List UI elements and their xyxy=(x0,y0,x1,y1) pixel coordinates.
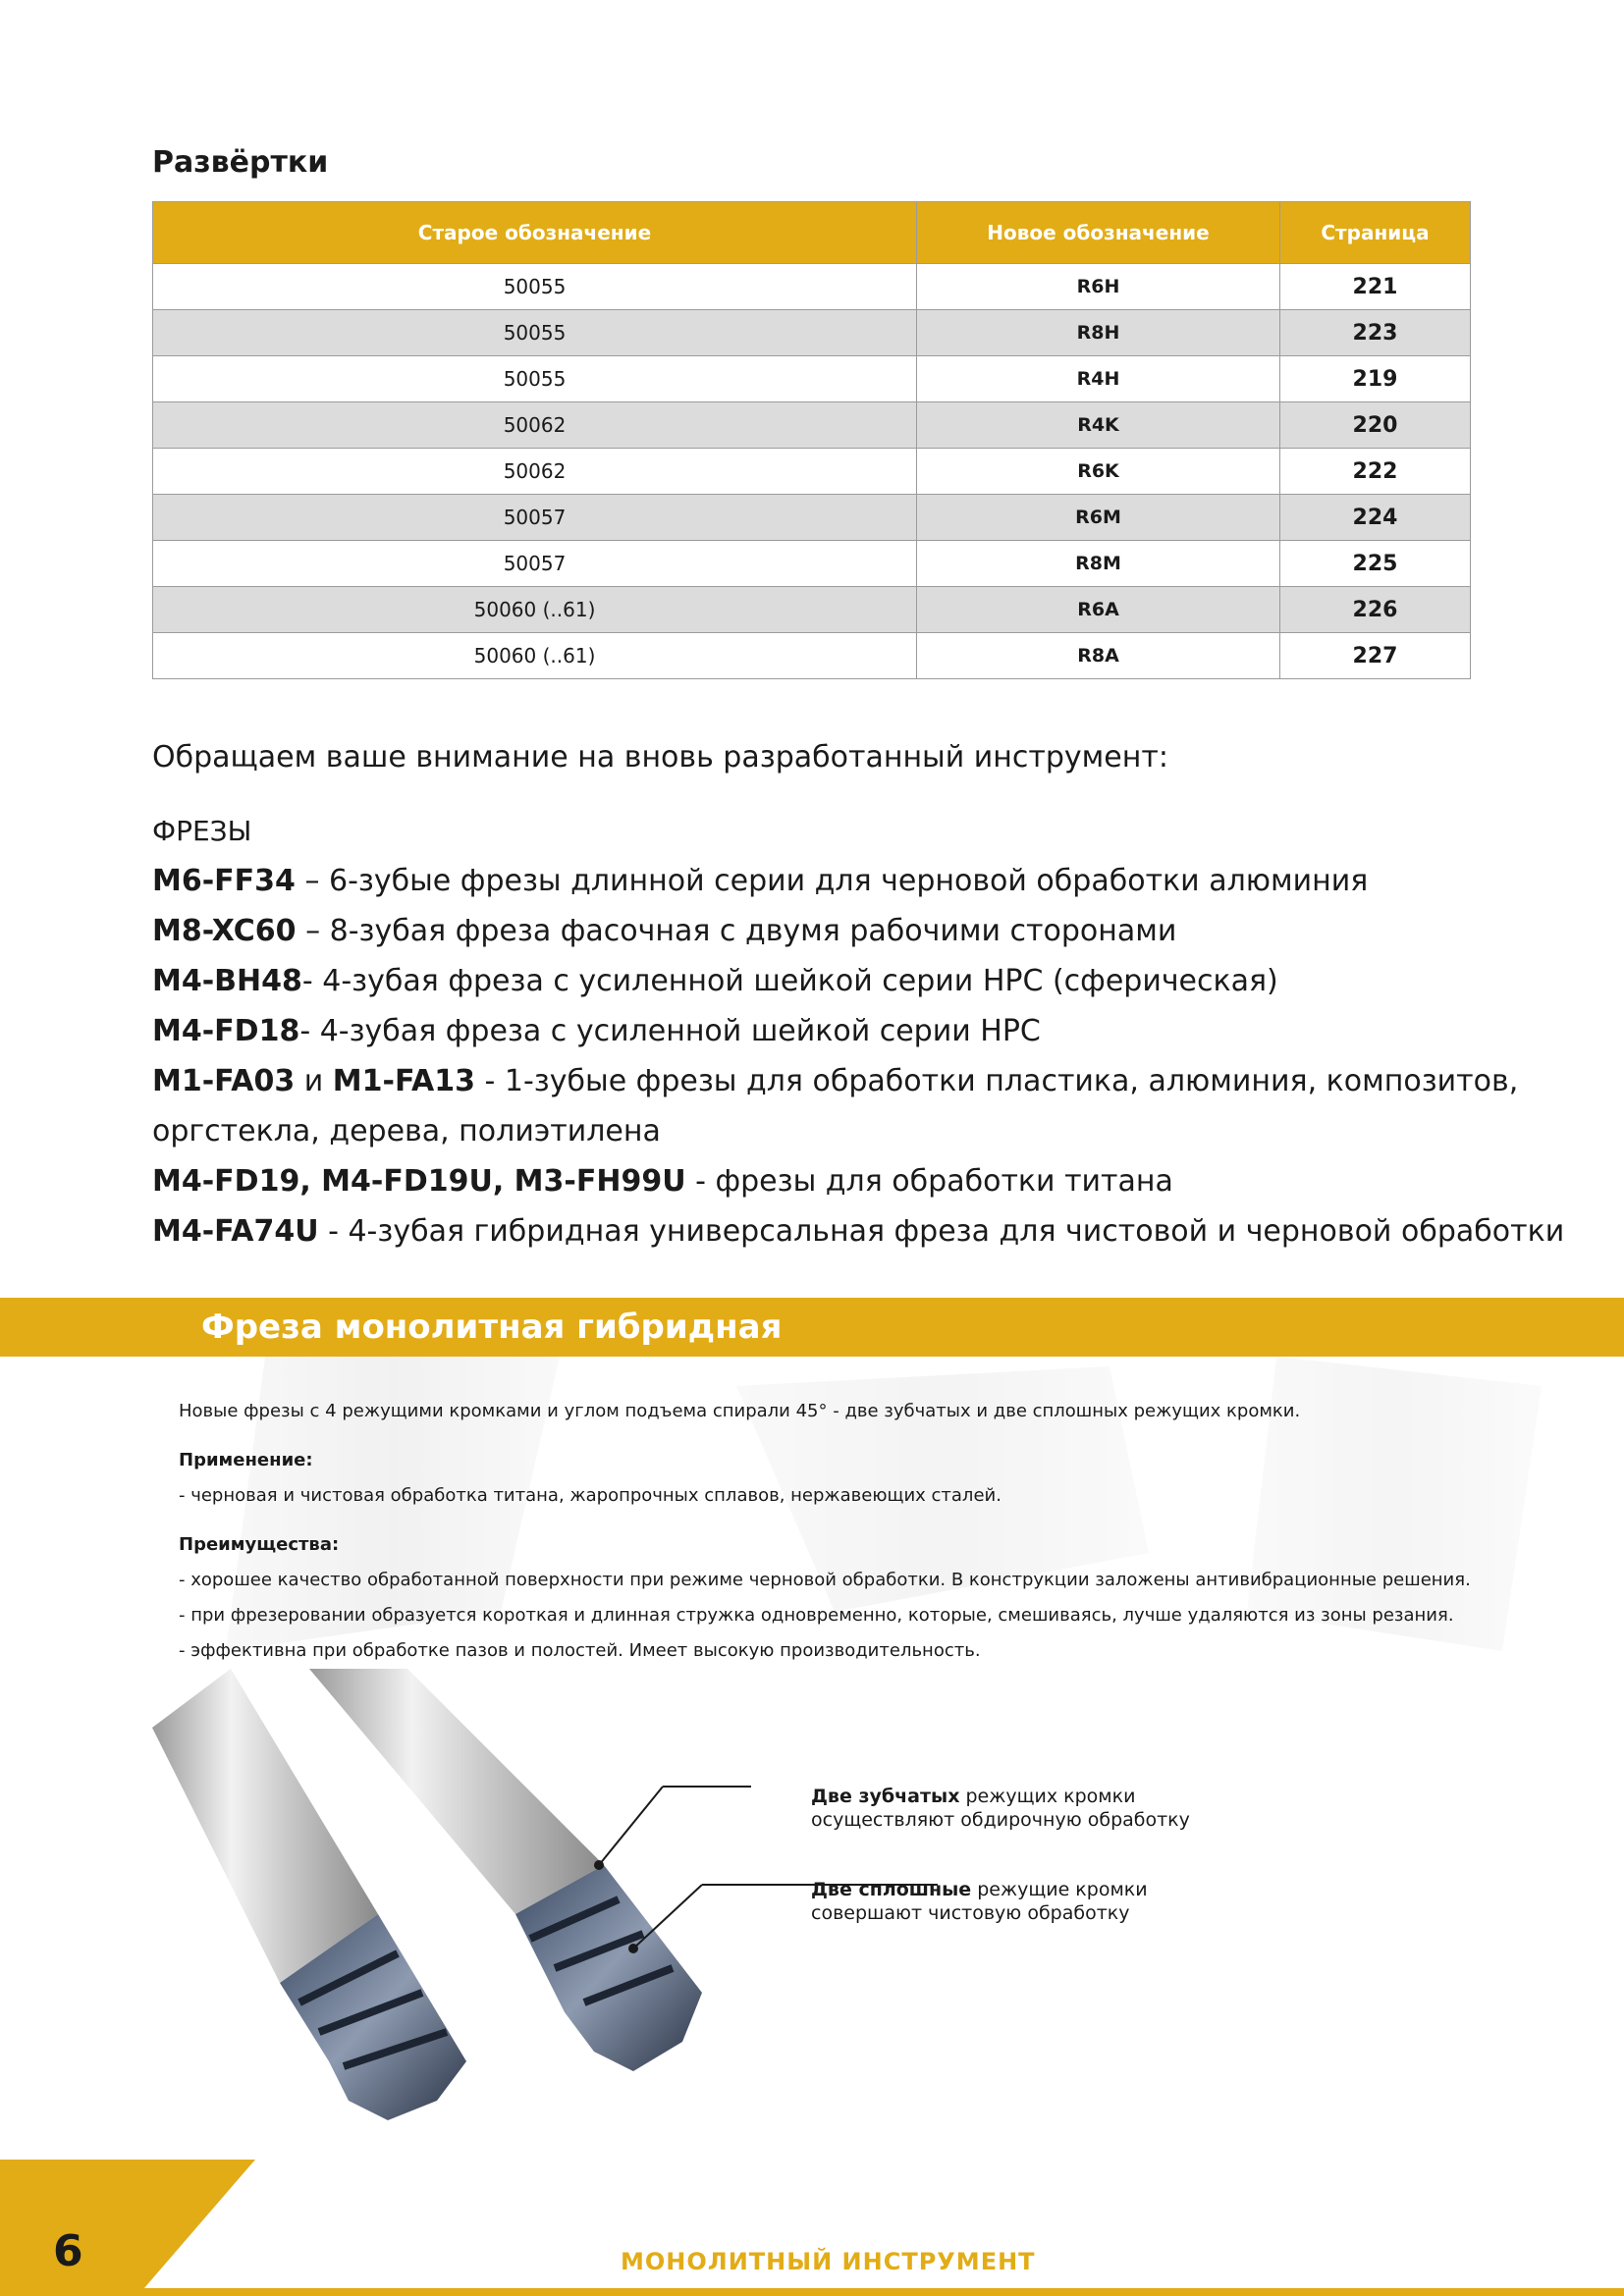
section-title: Развёртки xyxy=(152,145,329,180)
list-item xyxy=(152,856,1468,906)
list-item xyxy=(152,1206,1565,1256)
callout-text: режущих кромки xyxy=(959,1786,1136,1807)
cell-new: R4K xyxy=(917,402,1280,449)
cell-new: R6K xyxy=(917,449,1280,495)
application-heading: Применение: xyxy=(179,1450,313,1470)
product-code: M4-FD18 xyxy=(152,1014,300,1048)
callout-line2: совершают чистовую обработку xyxy=(811,1902,1130,1924)
cell-new: R8M xyxy=(917,541,1280,587)
table-row xyxy=(153,495,1471,541)
product-desc: - 4-зубая фреза с усиленной шейкой серии HPC xyxy=(299,1014,1041,1048)
product-list xyxy=(152,856,1565,1256)
reamer-table xyxy=(152,201,1471,679)
cell-old: 50057 xyxy=(153,541,917,587)
cell-page: 220 xyxy=(1280,402,1471,449)
product-desc: оргстекла, дерева, полиэтилена xyxy=(152,1114,661,1148)
list-item xyxy=(152,1006,1468,1056)
header-page: Страница xyxy=(1280,202,1471,264)
application-text: - черновая и чистовая обработка титана, жаропрочных сплавов, нержавеющих сталей. xyxy=(179,1485,1001,1506)
product-conj: и xyxy=(295,1064,333,1098)
list-item xyxy=(152,956,1468,1006)
banner-title: Фреза монолитная гибридная xyxy=(201,1308,783,1347)
table-row xyxy=(153,310,1471,356)
cell-new: R8H xyxy=(917,310,1280,356)
cell-old: 50055 xyxy=(153,356,917,402)
cell-page: 225 xyxy=(1280,541,1471,587)
cell-new: R6A xyxy=(917,587,1280,633)
table-row xyxy=(153,356,1471,402)
advantage-item: - при фрезеровании образуется короткая и длинная стружка одновременно, которые, смешиваясь, лучше удаляются из зоны резания. xyxy=(179,1605,1454,1626)
product-desc: - 1-зубые фрезы для обработки пластика, алюминия, композитов, xyxy=(474,1064,1519,1098)
table-row xyxy=(153,264,1471,310)
cell-old: 50055 xyxy=(153,264,917,310)
advantage-item: - эффективна при обработке пазов и полостей. Имеет высокую производительность. xyxy=(179,1640,981,1661)
cell-old: 50060 (..61) xyxy=(153,587,917,633)
notice-text: Обращаем ваше внимание на вновь разработанный инструмент: xyxy=(152,740,1168,774)
product-description xyxy=(179,1394,1504,1669)
table-row xyxy=(153,587,1471,633)
product-code: M4-BH48 xyxy=(152,964,302,998)
list-item xyxy=(152,906,1468,956)
product-code: M8-XC60 xyxy=(152,914,297,948)
product-code: M1-FA13 xyxy=(332,1064,475,1098)
callout-serrated-edges xyxy=(811,1785,1190,1832)
cell-page: 222 xyxy=(1280,449,1471,495)
header-new-designation: Новое обозначение xyxy=(917,202,1280,264)
table-row xyxy=(153,541,1471,587)
product-code: M4-FD19, M4-FD19U, M3-FH99U xyxy=(152,1164,686,1199)
cell-page: 227 xyxy=(1280,633,1471,679)
callout-solid-edges xyxy=(811,1878,1148,1925)
product-code: M4-FA74U xyxy=(152,1214,319,1249)
callout-text: режущие кромки xyxy=(971,1879,1148,1900)
product-desc: – 8-зубая фреза фасочная с двумя рабочими сторонами xyxy=(296,914,1177,948)
cell-new: R8A xyxy=(917,633,1280,679)
table-row xyxy=(153,633,1471,679)
product-desc: - фрезы для обработки титана xyxy=(685,1164,1173,1199)
footer-bar xyxy=(0,2288,1624,2296)
advantages-heading: Преимущества: xyxy=(179,1534,340,1555)
header-old-designation: Старое обозначение xyxy=(153,202,917,264)
product-code: M1-FA03 xyxy=(152,1064,296,1098)
table-header-row xyxy=(153,202,1471,264)
table-row xyxy=(153,402,1471,449)
cell-page: 226 xyxy=(1280,587,1471,633)
cell-page: 223 xyxy=(1280,310,1471,356)
list-item xyxy=(152,1056,1519,1106)
callout-line2: осуществляют обдирочную обработку xyxy=(811,1809,1190,1831)
list-item xyxy=(152,1106,1468,1156)
cell-new: R6H xyxy=(917,264,1280,310)
advantage-item: - хорошее качество обработанной поверхности при режиме черновой обработки. В конструкции заложены антивибрационные решения. xyxy=(179,1570,1471,1590)
cell-old: 50060 (..61) xyxy=(153,633,917,679)
callout-bold: Две сплошные xyxy=(811,1879,972,1900)
category-label: ФРЕЗЫ xyxy=(152,815,252,847)
cell-page: 224 xyxy=(1280,495,1471,541)
table-row xyxy=(153,449,1471,495)
description-intro: Новые фрезы с 4 режущими кромками и углом подъема спирали 45° - две зубчатых и две сплошных режущих кромки. xyxy=(179,1401,1301,1421)
product-desc: - 4-зубая фреза с усиленной шейкой серии HPC (сферическая) xyxy=(301,964,1278,998)
cell-new: R4H xyxy=(917,356,1280,402)
cell-new: R6M xyxy=(917,495,1280,541)
list-item xyxy=(152,1156,1468,1206)
product-desc: - 4-зубая гибридная универсальная фреза для чистовой и черновой обработки xyxy=(318,1214,1565,1249)
footer-corner-shape xyxy=(0,2160,255,2296)
footer-title: МОНОЛИТНЫЙ ИНСТРУМЕНТ xyxy=(621,2248,1036,2275)
cell-old: 50062 xyxy=(153,449,917,495)
cell-page: 219 xyxy=(1280,356,1471,402)
cell-old: 50055 xyxy=(153,310,917,356)
callout-bold: Две зубчатых xyxy=(811,1786,960,1807)
page-number: 6 xyxy=(53,2226,83,2276)
cell-old: 50057 xyxy=(153,495,917,541)
cell-old: 50062 xyxy=(153,402,917,449)
product-desc: – 6-зубые фрезы длинной серии для черновой обработки алюминия xyxy=(295,864,1369,898)
cell-page: 221 xyxy=(1280,264,1471,310)
product-code: M6-FF34 xyxy=(152,864,296,898)
